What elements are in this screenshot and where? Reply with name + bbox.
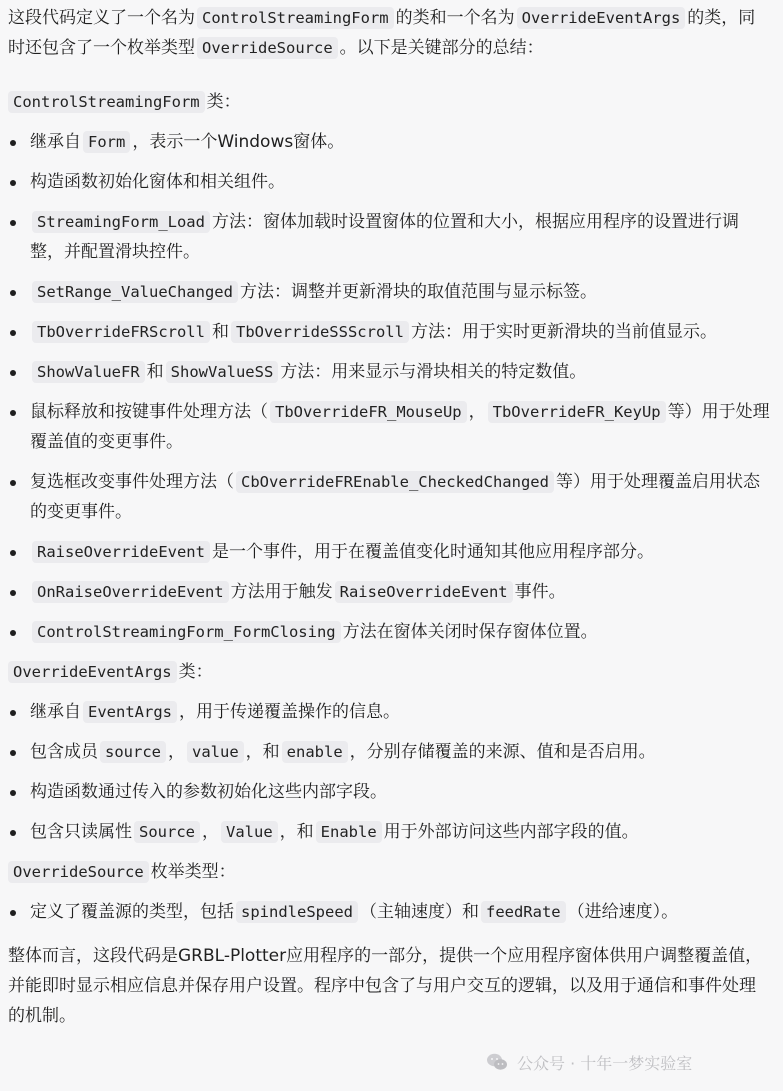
intro-text-1: 这段代码定义了一个名为 xyxy=(8,8,195,28)
inline-code: TbOverrideFRScroll xyxy=(32,321,210,343)
list-item xyxy=(8,317,772,347)
inline-code: ShowValueSS xyxy=(166,361,279,383)
bullet-dot-icon xyxy=(10,220,16,226)
list-item-text: 用于外部访问这些内部字段的值。 xyxy=(383,822,639,842)
list-item-text: 方法：调整并更新滑块的取值范围与显示标签。 xyxy=(239,282,597,302)
bullet-dot-icon xyxy=(10,830,16,836)
list-item-text: ，分别存储覆盖的来源、值和是否启用。 xyxy=(349,742,656,762)
section-heading-code: ControlStreamingForm xyxy=(8,91,205,113)
watermark xyxy=(485,1050,692,1074)
list-item xyxy=(8,817,772,847)
list-item xyxy=(8,127,772,157)
inline-code: RaiseOverrideEvent xyxy=(32,541,210,563)
inline-code: enable xyxy=(282,741,348,763)
section-heading-suffix: 枚举类型： xyxy=(150,862,236,882)
list-item-text: 构造函数通过传入的参数初始化这些内部字段。 xyxy=(30,782,387,802)
intro-paragraph xyxy=(8,3,772,63)
list-item xyxy=(8,737,772,767)
inline-code: RaiseOverrideEvent xyxy=(335,581,513,603)
list-item-text: 和 xyxy=(146,362,164,382)
inline-code: EventArgs xyxy=(83,701,177,723)
section-heading-control-streaming-form xyxy=(8,87,772,117)
list-item-text: 构造函数初始化窗体和相关组件。 xyxy=(30,172,285,192)
list-item-text: 是一个事件，用于在覆盖值变化时通知其他应用程序部分。 xyxy=(211,542,654,562)
list-item-text: （进给速度）。 xyxy=(567,902,679,922)
document-body xyxy=(8,0,772,1031)
section-heading-override-source xyxy=(8,857,772,887)
bullet-dot-icon xyxy=(10,410,16,416)
list-item-text: ， xyxy=(468,402,486,422)
bullet-dot-icon xyxy=(10,750,16,756)
bullet-dot-icon xyxy=(10,630,16,636)
inline-code: Value xyxy=(221,821,278,843)
list-item-text: ，和 xyxy=(245,742,280,762)
list-item-text: 事件。 xyxy=(514,582,566,602)
inline-code: StreamingForm_Load xyxy=(32,211,210,233)
list-item-text: 等）用于处理覆盖值的变更事件。 xyxy=(30,402,770,452)
inline-code: TbOverrideSSScroll xyxy=(231,321,409,343)
inline-code: value xyxy=(187,741,244,763)
wechat-icon xyxy=(485,1050,509,1074)
intro-text-3: 的类，同时还包含了一个枚举类型 xyxy=(8,8,756,58)
list-item xyxy=(8,207,772,267)
inline-code: source xyxy=(100,741,166,763)
list-item-text: 继承自 xyxy=(30,702,81,722)
list-item xyxy=(8,277,772,307)
list-item-text: 复选框改变事件处理方法（ xyxy=(30,472,234,492)
bullet-list-override-source xyxy=(8,897,772,927)
inline-code: Source xyxy=(134,821,200,843)
list-item-text: ，用于传递覆盖操作的信息。 xyxy=(179,702,400,722)
list-item xyxy=(8,617,772,647)
list-item xyxy=(8,467,772,527)
inline-code: feedRate xyxy=(481,901,566,923)
list-item xyxy=(8,897,772,927)
intro-text-2: 的类和一个名为 xyxy=(395,8,515,28)
list-item-text: 方法：用来显示与滑块相关的特定数值。 xyxy=(280,362,587,382)
list-item-text: 和 xyxy=(211,322,229,342)
inline-code: TbOverrideFR_KeyUp xyxy=(488,401,666,423)
bullet-dot-icon xyxy=(10,180,16,186)
list-item xyxy=(8,697,772,727)
bullet-dot-icon xyxy=(10,590,16,596)
inline-code: spindleSpeed xyxy=(236,901,358,923)
bullet-dot-icon xyxy=(10,370,16,376)
inline-code: OnRaiseOverrideEvent xyxy=(32,581,229,603)
list-item-text: ， xyxy=(202,822,219,842)
bullet-list-override-event-args xyxy=(8,697,772,847)
watermark-text: 公众号 · 十年一梦实验室 xyxy=(517,1053,693,1073)
list-item xyxy=(8,357,772,387)
list-item xyxy=(8,397,772,457)
list-item xyxy=(8,777,772,807)
inline-code: SetRange_ValueChanged xyxy=(32,281,238,303)
bullet-dot-icon xyxy=(10,910,16,916)
bullet-dot-icon xyxy=(10,480,16,486)
bullet-dot-icon xyxy=(10,330,16,336)
inline-code: OverrideEventArgs xyxy=(517,7,686,29)
list-item-text: （主轴速度）和 xyxy=(359,902,479,922)
inline-code: OverrideSource xyxy=(197,37,338,59)
list-item-text: 鼠标释放和按键事件处理方法（ xyxy=(30,402,268,422)
list-item-text: 方法：用于实时更新滑块的当前值显示。 xyxy=(410,322,717,342)
section-heading-override-event-args xyxy=(8,657,772,687)
list-item xyxy=(8,537,772,567)
list-item-text: 方法：窗体加载时设置窗体的位置和大小，根据应用程序的设置进行调整，并配置滑块控件。 xyxy=(30,212,739,262)
list-item xyxy=(8,577,772,607)
bullet-list-control-streaming-form xyxy=(8,127,772,647)
list-item-text: 方法在窗体关闭时保存窗体位置。 xyxy=(342,622,598,642)
list-item-text: 继承自 xyxy=(30,132,81,152)
section-heading-code: OverrideSource xyxy=(8,861,149,883)
section-heading-suffix: 类： xyxy=(178,662,213,682)
intro-text-4: 。以下是关键部分的总结： xyxy=(339,38,544,58)
inline-code: Enable xyxy=(316,821,382,843)
list-item-text: 包含只读属性 xyxy=(30,822,132,842)
section-heading-suffix: 类： xyxy=(206,92,241,112)
list-item-text: ，表示一个Windows窗体。 xyxy=(132,132,345,152)
list-item-text: 定义了覆盖源的类型，包括 xyxy=(30,902,234,922)
conclusion-paragraph: 整体而言，这段代码是GRBL-Plotter应用程序的一部分，提供一个应用程序窗体供用户调整覆盖值，并能即时显示相应信息并保存用户设置。程序中包含了与用户交互的逻辑，以及用于通信和事件处理的机制。 xyxy=(8,946,763,1026)
bullet-dot-icon xyxy=(10,550,16,556)
inline-code: ControlStreamingForm xyxy=(197,7,394,29)
inline-code: Form xyxy=(83,131,130,153)
inline-code: CbOverrideFREnable_CheckedChanged xyxy=(236,471,554,493)
bullet-dot-icon xyxy=(10,140,16,146)
section-heading-code: OverrideEventArgs xyxy=(8,661,177,683)
inline-code: TbOverrideFR_MouseUp xyxy=(270,401,467,423)
list-item-text: ， xyxy=(168,742,185,762)
bullet-dot-icon xyxy=(10,290,16,296)
bullet-dot-icon xyxy=(10,710,16,716)
list-item-text: 包含成员 xyxy=(30,742,98,762)
list-item-text: 方法用于触发 xyxy=(230,582,333,602)
bullet-dot-icon xyxy=(10,790,16,796)
list-item-text: ，和 xyxy=(279,822,314,842)
inline-code: ControlStreamingForm_FormClosing xyxy=(32,621,341,643)
list-item-text: 等）用于处理覆盖启用状态的变更事件。 xyxy=(30,472,760,522)
list-item xyxy=(8,167,772,197)
inline-code: ShowValueFR xyxy=(32,361,145,383)
